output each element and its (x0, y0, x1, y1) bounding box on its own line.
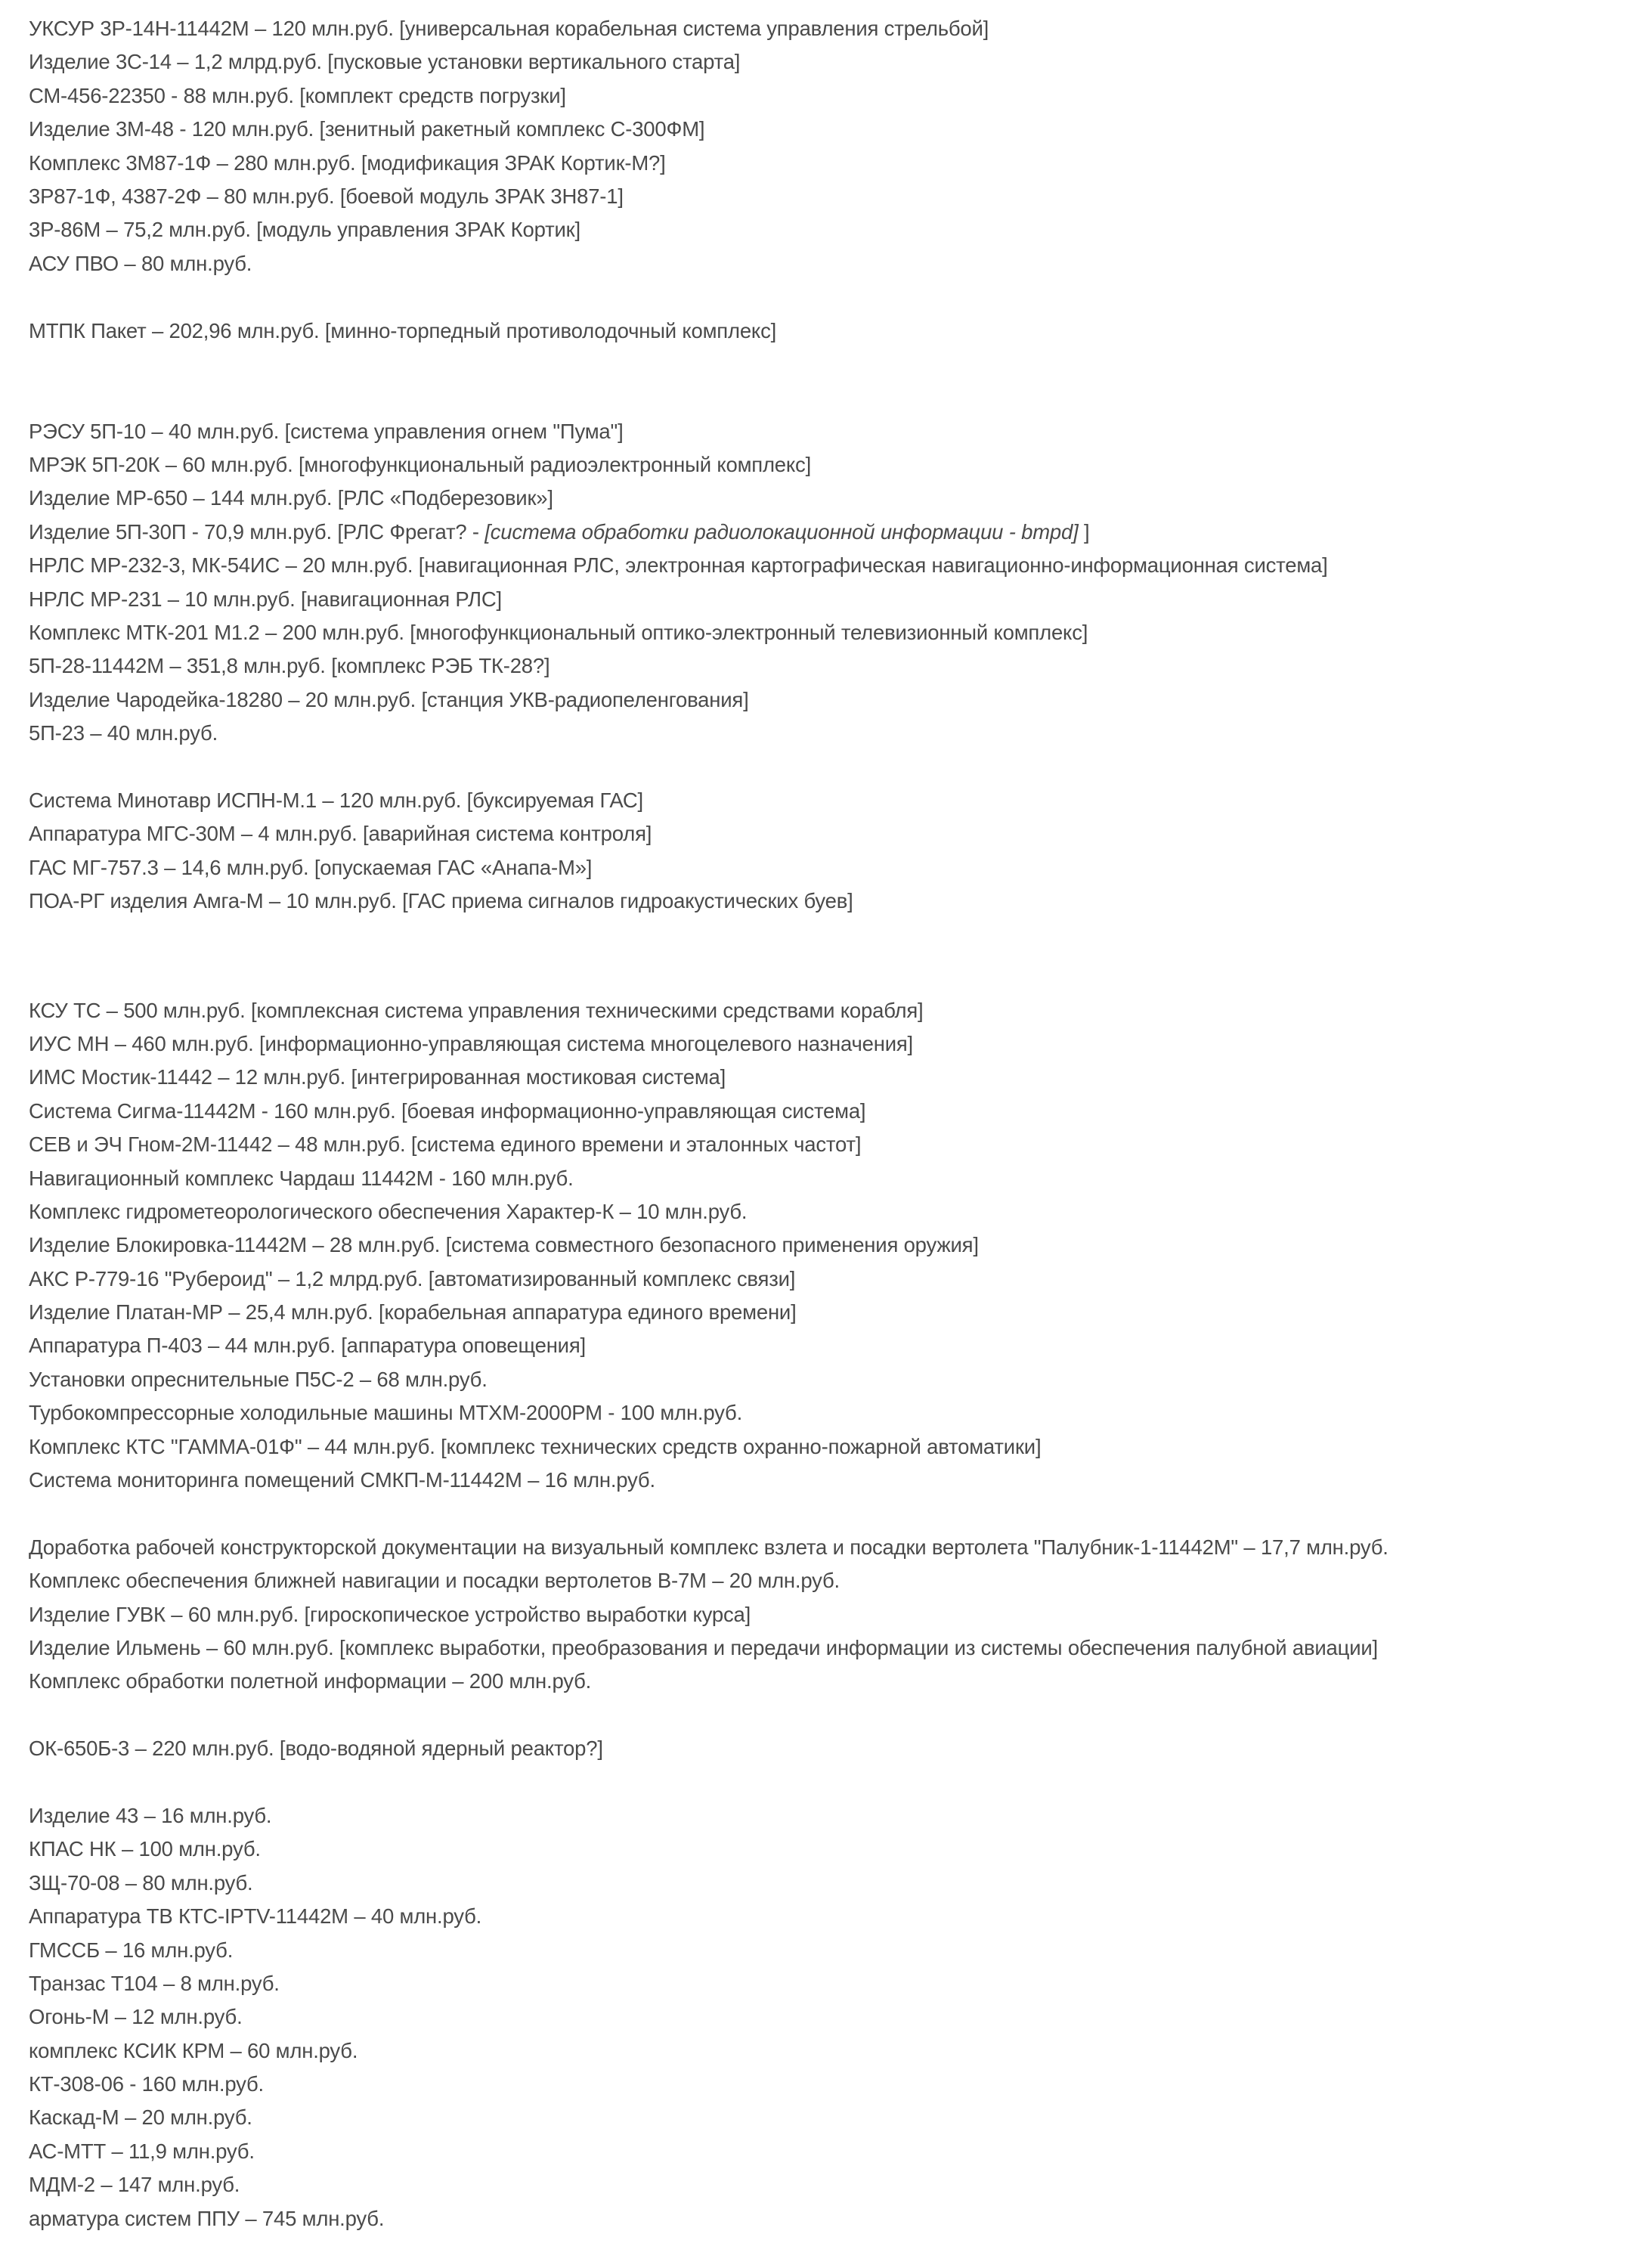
list-item-text: НРЛС МР-231 – 10 млн.руб. [навигационная РЛС] (29, 587, 502, 611)
list-item (29, 717, 1631, 750)
list-item (29, 1464, 1631, 1497)
list-item-text: арматура систем ППУ – 745 млн.руб. (29, 2206, 385, 2230)
list-item-text: АС-МТТ – 11,9 млн.руб. (29, 2139, 255, 2163)
list-item (29, 1732, 1631, 1765)
list-item (29, 683, 1631, 717)
section-gap (29, 1766, 1631, 1799)
editor-note: [система обработки радиолокационной информации - bmpd] (484, 519, 1079, 544)
section (29, 1531, 1631, 1699)
list-item-text: НРЛС МР-232-3, МК-54ИС – 20 млн.руб. [навигационная РЛС, электронная картографическая навигационно-информационная система] (29, 553, 1328, 578)
list-item (29, 1396, 1631, 1430)
list-item-text: Комплекс обработки полетной информации – 200 млн.руб. (29, 1669, 592, 1693)
section (29, 784, 1631, 919)
list-item (29, 1061, 1631, 1094)
list-item-text: МТПК Пакет – 202,96 млн.руб. [минно-торпедный противолодочный комплекс] (29, 318, 777, 342)
list-item (29, 1531, 1631, 1564)
list-item-text: Турбокомпрессорные холодильные машины МТХМ-2000РМ - 100 млн.руб. (29, 1401, 743, 1425)
list-item (29, 79, 1631, 113)
section (29, 415, 1631, 751)
list-item-text: Огонь-М – 12 млн.руб. (29, 2005, 243, 2029)
list-item (29, 1228, 1631, 1262)
list-item (29, 1631, 1631, 1665)
list-item-text: Установки опреснительные П5С-2 – 68 млн.руб. (29, 1367, 488, 1391)
section-gap (29, 348, 1631, 415)
list-item-text: РЭСУ 5П-10 – 40 млн.руб. [система управления огнем "Пума"] (29, 419, 624, 443)
list-item-text: МДМ-2 – 147 млн.руб. (29, 2173, 240, 2197)
list-item-text: Система мониторинга помещений СМКП-М-11442М – 16 млн.руб. (29, 1468, 655, 1492)
list-item (29, 583, 1631, 616)
list-item (29, 2068, 1631, 2101)
list-item-text: ПОА-РГ изделия Амга-М – 10 млн.руб. [ГАС приема сигналов гидроакустических буев] (29, 889, 853, 913)
document-body (29, 12, 1631, 2235)
list-item (29, 1833, 1631, 1866)
list-item-text: Изделие Блокировка-11442М – 28 млн.руб. [система совместного безопасного применения оружия] (29, 1233, 979, 1257)
list-item (29, 1195, 1631, 1228)
list-item (29, 549, 1631, 582)
section (29, 1799, 1631, 2235)
list-item-text: Система Сигма-11442М - 160 млн.руб. [боевая информационно-управляющая система] (29, 1098, 866, 1123)
list-item (29, 1799, 1631, 1833)
list-item (29, 817, 1631, 850)
list-item-text: Изделие 3С-14 – 1,2 млрд.руб. [пусковые установки вертикального старта] (29, 50, 741, 74)
list-item-text: Комплекс МТК-201 М1.2 – 200 млн.руб. [многофункциональный оптико-электронный телевизионный комплекс] (29, 621, 1088, 645)
list-item-text: АКС Р-779-16 "Рубероид" – 1,2 млрд.руб. [автоматизированный комплекс связи] (29, 1266, 796, 1290)
section (29, 994, 1631, 1498)
list-item-text: Изделие 43 – 16 млн.руб. (29, 1803, 272, 1827)
list-item-text: ИУС МН – 460 млн.руб. [информационно-управляющая система многоцелевого назначения] (29, 1031, 913, 1055)
list-item-text: Транзас Т104 – 8 млн.руб. (29, 1971, 280, 1995)
list-item-text: комплекс КСИК КРМ – 60 млн.руб. (29, 2038, 358, 2062)
list-item-text: Изделие Платан-МР – 25,4 млн.руб. [корабельная аппаратура единого времени] (29, 1300, 797, 1325)
list-item (29, 147, 1631, 180)
list-item (29, 1900, 1631, 1933)
list-item-text: МРЭК 5П-20К – 60 млн.руб. [многофункциональный радиоэлектронный комплекс] (29, 453, 812, 477)
list-item-text: Система Минотавр ИСПН-М.1 – 120 млн.руб. [буксируемая ГАС] (29, 789, 643, 812)
list-item (29, 616, 1631, 649)
list-item-text: СМ-456-22350 - 88 млн.руб. [комплект средств погрузки] (29, 83, 566, 107)
list-item (29, 415, 1631, 448)
list-item (29, 1598, 1631, 1631)
list-item-text: Изделие 3М-48 - 120 млн.руб. [зенитный ракетный комплекс С-300ФМ] (29, 117, 705, 141)
list-item (29, 2135, 1631, 2168)
list-item (29, 448, 1631, 482)
list-item (29, 247, 1631, 280)
list-item-text: 3Р87-1Ф, 4387-2Ф – 80 млн.руб. [боевой модуль ЗРАК 3Н87-1] (29, 184, 624, 208)
list-item (29, 1564, 1631, 1597)
list-item-text: Изделие Ильмень – 60 млн.руб. [комплекс выработки, преобразования и передачи информации из системы обеспечения палубной авиации] (29, 1635, 1378, 1659)
list-item (29, 2101, 1631, 2134)
list-item (29, 213, 1631, 246)
list-item (29, 1967, 1631, 2000)
list-item-text: Доработка рабочей конструкторской документации на визуальный комплекс взлета и посадки вертолета "Палубник-1-11442М" – 17,7 млн.руб. (29, 1535, 1388, 1559)
list-item (29, 1128, 1631, 1161)
list-item (29, 1867, 1631, 1900)
list-item-text: Каскад-М – 20 млн.руб. (29, 2105, 252, 2130)
list-item (29, 851, 1631, 885)
list-item-text: ИМС Мостик-11442 – 12 млн.руб. [интегрированная мостиковая система] (29, 1065, 726, 1089)
list-item-text: Аппаратура П-403 – 44 млн.руб. [аппаратура оповещения] (29, 1334, 586, 1358)
list-item (29, 1430, 1631, 1464)
list-item-text: ГМССБ – 16 млн.руб. (29, 1938, 234, 1962)
list-item (29, 45, 1631, 79)
list-item-text: Аппаратура ТВ КТС-IPTV-11442М – 40 млн.руб. (29, 1904, 482, 1929)
list-item (29, 2168, 1631, 2201)
list-item (29, 2034, 1631, 2068)
section-gap (29, 919, 1631, 994)
list-item (29, 1934, 1631, 1967)
list-item (29, 784, 1631, 817)
list-item (29, 180, 1631, 213)
list-item-text: ОК-650Б-3 – 220 млн.руб. [водо-водяной ядерный реактор?] (29, 1737, 603, 1761)
list-item-text: Навигационный комплекс Чардаш 11442М - 160 млн.руб. (29, 1166, 574, 1190)
list-item (29, 2000, 1631, 2034)
list-item (29, 12, 1631, 45)
list-item (29, 314, 1631, 348)
list-item (29, 1162, 1631, 1195)
list-item-text: Комплекс гидрометеорологического обеспечения Характер-К – 10 млн.руб. (29, 1199, 748, 1223)
section (29, 314, 1631, 348)
list-item-text: 5П-23 – 40 млн.руб. (29, 721, 218, 745)
list-item-text: 3Р-86М – 75,2 млн.руб. [модуль управления ЗРАК Кортик] (29, 218, 580, 242)
list-item (29, 1027, 1631, 1061)
list-item (29, 994, 1631, 1027)
list-item-text: УКСУР 3Р-14Н-11442М – 120 млн.руб. [универсальная корабельная система управления стрельбой] (29, 17, 989, 40)
list-item (29, 2202, 1631, 2235)
list-item (29, 516, 1631, 549)
list-item-text: ЗЩ-70-08 – 80 млн.руб. (29, 1870, 253, 1895)
list-item (29, 1665, 1631, 1698)
list-item-text: ГАС МГ-757.3 – 14,6 млн.руб. [опускаемая ГАС «Анапа-М»] (29, 855, 593, 879)
list-item-text: Комплекс КТС "ГАММА-01Ф" – 44 млн.руб. [комплекс технических средств охранно-пожарной автоматики] (29, 1434, 1042, 1458)
list-item (29, 1263, 1631, 1296)
list-item-text: Изделие ГУВК – 60 млн.руб. [гироскопическое устройство выработки курса] (29, 1602, 751, 1626)
list-item (29, 113, 1631, 146)
list-item (29, 1363, 1631, 1396)
section-gap (29, 751, 1631, 784)
list-item-text: Изделие 5П-30П - 70,9 млн.руб. [РЛС Фрегат? - (29, 519, 485, 544)
list-item (29, 482, 1631, 515)
list-item-text: Аппаратура МГС-30М – 4 млн.руб. [аварийная система контроля] (29, 822, 652, 846)
list-item-text: КТ-308-06 - 160 млн.руб. (29, 2072, 264, 2096)
list-item (29, 1329, 1631, 1362)
list-item (29, 649, 1631, 683)
list-item-text: КСУ ТС – 500 млн.руб. [комплексная система управления техническими средствами корабля] (29, 998, 924, 1022)
list-item-text: АСУ ПВО – 80 млн.руб. (29, 251, 252, 275)
section-gap (29, 280, 1631, 314)
list-item-text: Комплекс 3М87-1Ф – 280 млн.руб. [модификация ЗРАК Кортик-М?] (29, 150, 666, 175)
list-item (29, 885, 1631, 918)
section (29, 1732, 1631, 1765)
list-item-text: КПАС НК – 100 млн.руб. (29, 1837, 261, 1861)
section (29, 12, 1631, 280)
list-item-text: Изделие Чародейка-18280 – 20 млн.руб. [станция УКВ-радиопеленгования] (29, 687, 749, 711)
list-item (29, 1296, 1631, 1329)
list-item (29, 1095, 1631, 1128)
list-item-tail: ] (1078, 519, 1090, 544)
section-gap (29, 1497, 1631, 1530)
list-item-text: СЕВ и ЭЧ Гном-2М-11442 – 48 млн.руб. [система единого времени и эталонных частот] (29, 1132, 862, 1157)
list-item-text: Изделие МР-650 – 144 млн.руб. [РЛС «Подберезовик»] (29, 486, 553, 510)
list-item-text: 5П-28-11442М – 351,8 млн.руб. [комплекс РЭБ ТК-28?] (29, 654, 550, 678)
section-gap (29, 1699, 1631, 1732)
list-item-text: Комплекс обеспечения ближней навигации и посадки вертолетов В-7М – 20 млн.руб. (29, 1569, 840, 1593)
